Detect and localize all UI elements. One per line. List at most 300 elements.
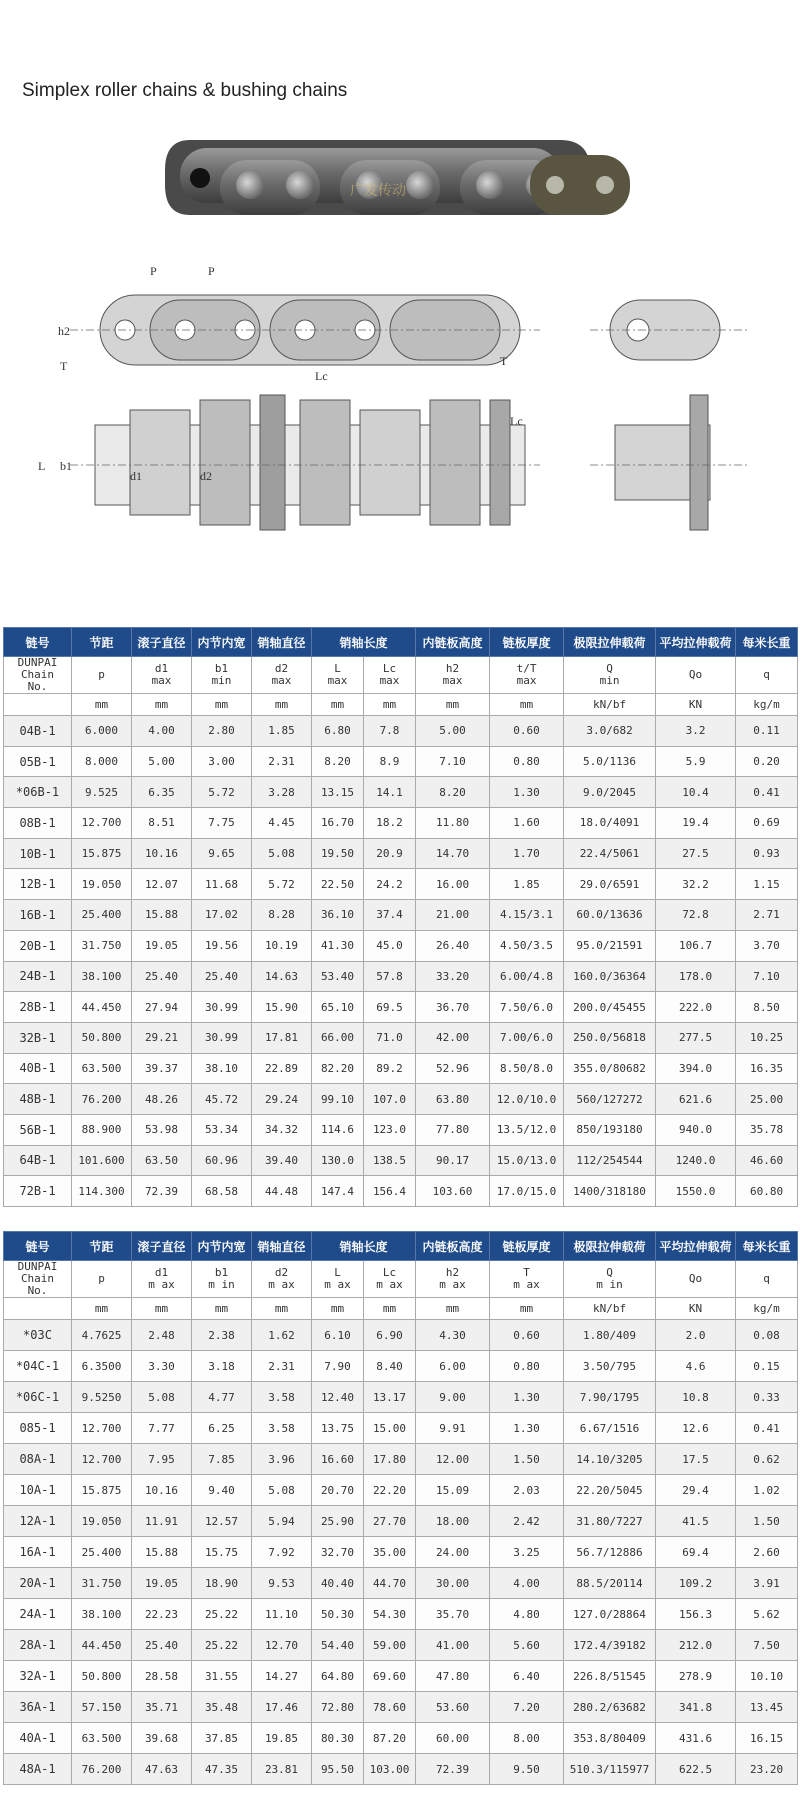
- table-cell: 1.30: [490, 1413, 564, 1444]
- table-cell: 14.27: [252, 1661, 312, 1692]
- chain-number-cell: 20B-1: [4, 930, 72, 961]
- table-cell: 3.18: [192, 1351, 252, 1382]
- table-cell: 25.22: [192, 1599, 252, 1630]
- table-cell: 15.75: [192, 1537, 252, 1568]
- table-cell: 14.63: [252, 961, 312, 992]
- chain-photo: [160, 130, 640, 230]
- column-header-symbol: T m ax: [490, 1261, 564, 1298]
- table-cell: 40.40: [312, 1568, 364, 1599]
- table-cell: 47.35: [192, 1754, 252, 1785]
- column-header-symbol: h2 max: [416, 657, 490, 694]
- table-cell: 18.00: [416, 1506, 490, 1537]
- table-cell: 226.8/51545: [564, 1661, 656, 1692]
- column-header-unit: mm: [192, 694, 252, 716]
- column-header-cn: 节距: [72, 1232, 132, 1261]
- column-header-cn: 销轴直径: [252, 628, 312, 657]
- table-cell: 103.00: [364, 1754, 416, 1785]
- column-header-unit: mm: [312, 694, 364, 716]
- table-cell: 45.0: [364, 930, 416, 961]
- chain-number-cell: *06C-1: [4, 1382, 72, 1413]
- table-cell: 16.60: [312, 1444, 364, 1475]
- table-cell: 95.50: [312, 1754, 364, 1785]
- table-cell: 44.450: [72, 992, 132, 1023]
- chain-number-cell: 04B-1: [4, 716, 72, 747]
- table-cell: 160.0/36364: [564, 961, 656, 992]
- table-row: [4, 930, 798, 961]
- table-cell: 29.4: [656, 1475, 736, 1506]
- table-cell: 12.40: [312, 1382, 364, 1413]
- table-cell: 3.0/682: [564, 716, 656, 747]
- table-cell: 6.10: [312, 1320, 364, 1351]
- table-cell: 8.40: [364, 1351, 416, 1382]
- table-row: [4, 1506, 798, 1537]
- table-cell: 18.2: [364, 808, 416, 839]
- table-cell: 15.90: [252, 992, 312, 1023]
- table-cell: 3.28: [252, 777, 312, 808]
- dim-label-d1: d1: [130, 469, 142, 483]
- table-row: [4, 1351, 798, 1382]
- table-cell: 9.40: [192, 1475, 252, 1506]
- table-cell: 0.33: [736, 1382, 798, 1413]
- table-cell: 127.0/28864: [564, 1599, 656, 1630]
- table-cell: 27.5: [656, 838, 736, 869]
- table-cell: 10.10: [736, 1661, 798, 1692]
- table-cell: 15.0/13.0: [490, 1145, 564, 1176]
- column-header-cn: 内链板高度: [416, 628, 490, 657]
- table-cell: 8.00: [490, 1723, 564, 1754]
- table-cell: 109.2: [656, 1568, 736, 1599]
- column-header-symbol: Q m in: [564, 1261, 656, 1298]
- table-cell: 31.80/7227: [564, 1506, 656, 1537]
- table-cell: 17.81: [252, 1022, 312, 1053]
- dim-label-T: T: [60, 359, 68, 373]
- dim-label-p: P: [208, 264, 215, 278]
- table-row: [4, 992, 798, 1023]
- table-cell: 31.55: [192, 1661, 252, 1692]
- table-cell: 6.25: [192, 1413, 252, 1444]
- table-cell: 22.50: [312, 869, 364, 900]
- column-header-unit: mm: [132, 694, 192, 716]
- chain-number-cell: 24B-1: [4, 961, 72, 992]
- dim-label-b1: b1: [60, 459, 72, 473]
- chain-number-cell: 56B-1: [4, 1114, 72, 1145]
- table-cell: 156.4: [364, 1176, 416, 1207]
- table-cell: 28.58: [132, 1661, 192, 1692]
- table-cell: 34.32: [252, 1114, 312, 1145]
- table-cell: 7.90/1795: [564, 1382, 656, 1413]
- table-cell: 4.7625: [72, 1320, 132, 1351]
- column-header-cn: 每米长重: [736, 628, 798, 657]
- table-cell: 21.00: [416, 900, 490, 931]
- table-cell: 4.50/3.5: [490, 930, 564, 961]
- table-cell: 123.0: [364, 1114, 416, 1145]
- column-header-cn: 链板厚度: [490, 1232, 564, 1261]
- dim-label-h2: h2: [58, 324, 70, 338]
- column-header-cn: 极限拉伸载荷: [564, 628, 656, 657]
- table-cell: 940.0: [656, 1114, 736, 1145]
- table-cell: 41.30: [312, 930, 364, 961]
- dim-label-L: L: [38, 459, 46, 473]
- chain-number-cell: 12B-1: [4, 869, 72, 900]
- table-row: [4, 900, 798, 931]
- table-cell: 54.40: [312, 1630, 364, 1661]
- column-header-unit: mm: [364, 694, 416, 716]
- column-header-unit: mm: [490, 1298, 564, 1320]
- column-header-unit: kg/m: [736, 1298, 798, 1320]
- table-cell: 7.92: [252, 1537, 312, 1568]
- table-row: [4, 869, 798, 900]
- table-cell: 7.8: [364, 716, 416, 747]
- table-row: [4, 1320, 798, 1351]
- table-cell: 53.34: [192, 1114, 252, 1145]
- table-cell: 25.400: [72, 900, 132, 931]
- table-cell: 41.00: [416, 1630, 490, 1661]
- chain-number-cell: *03C: [4, 1320, 72, 1351]
- table-cell: 22.4/5061: [564, 838, 656, 869]
- table-cell: 22.89: [252, 1053, 312, 1084]
- table-cell: 9.5250: [72, 1382, 132, 1413]
- chain-number-cell: 32A-1: [4, 1661, 72, 1692]
- chain-number-cell: 08A-1: [4, 1444, 72, 1475]
- table-cell: 9.0/2045: [564, 777, 656, 808]
- table-cell: 355.0/80682: [564, 1053, 656, 1084]
- table-cell: 89.2: [364, 1053, 416, 1084]
- table-cell: 6.00/4.8: [490, 961, 564, 992]
- column-header-cn: 销轴长度: [312, 628, 416, 657]
- table-row: [4, 1444, 798, 1475]
- column-header-unit: [4, 1298, 72, 1320]
- column-header-unit: mm: [490, 694, 564, 716]
- table-cell: 114.300: [72, 1176, 132, 1207]
- table-cell: 1.85: [252, 716, 312, 747]
- table-cell: 7.85: [192, 1444, 252, 1475]
- table-cell: 6.80: [312, 716, 364, 747]
- table-cell: 13.17: [364, 1382, 416, 1413]
- table-cell: 38.100: [72, 961, 132, 992]
- table-row: [4, 1022, 798, 1053]
- table-cell: 11.10: [252, 1599, 312, 1630]
- table-cell: 63.500: [72, 1723, 132, 1754]
- table-cell: 69.4: [656, 1537, 736, 1568]
- table-cell: 1.50: [736, 1506, 798, 1537]
- header-row-cn: [4, 628, 798, 657]
- table-cell: 7.00/6.0: [490, 1022, 564, 1053]
- table-cell: 9.00: [416, 1382, 490, 1413]
- table-cell: 12.700: [72, 1444, 132, 1475]
- table-cell: 394.0: [656, 1053, 736, 1084]
- table-cell: 0.69: [736, 808, 798, 839]
- chain-number-cell: 24A-1: [4, 1599, 72, 1630]
- table-row: [4, 1692, 798, 1723]
- table-cell: 2.71: [736, 900, 798, 931]
- chain-number-cell: 10B-1: [4, 838, 72, 869]
- table-cell: 31.750: [72, 1568, 132, 1599]
- table-cell: 13.5/12.0: [490, 1114, 564, 1145]
- table-cell: 4.30: [416, 1320, 490, 1351]
- column-header-unit: kg/m: [736, 694, 798, 716]
- column-header-unit: mm: [252, 694, 312, 716]
- table-cell: 25.400: [72, 1537, 132, 1568]
- table-cell: 32.2: [656, 869, 736, 900]
- table-cell: 48.26: [132, 1084, 192, 1115]
- column-header-symbol: Lc max: [364, 657, 416, 694]
- table-cell: 10.16: [132, 838, 192, 869]
- table-cell: 3.50/795: [564, 1351, 656, 1382]
- table-cell: 12.57: [192, 1506, 252, 1537]
- table-cell: 44.450: [72, 1630, 132, 1661]
- chain-number-cell: *06B-1: [4, 777, 72, 808]
- table-cell: 19.56: [192, 930, 252, 961]
- table-cell: 4.45: [252, 808, 312, 839]
- table-row: [4, 1413, 798, 1444]
- table-cell: 10.19: [252, 930, 312, 961]
- table-cell: 35.71: [132, 1692, 192, 1723]
- table-cell: 1.15: [736, 869, 798, 900]
- chain-number-cell: 20A-1: [4, 1568, 72, 1599]
- chain-number-cell: 36A-1: [4, 1692, 72, 1723]
- column-header-unit: mm: [72, 694, 132, 716]
- table-cell: 46.60: [736, 1145, 798, 1176]
- table-cell: 1.50: [490, 1444, 564, 1475]
- watermark: 广发传动: [350, 183, 406, 199]
- chain-number-cell: 05B-1: [4, 746, 72, 777]
- table-cell: 5.72: [192, 777, 252, 808]
- column-header-unit: kN/bf: [564, 694, 656, 716]
- table-cell: 95.0/21591: [564, 930, 656, 961]
- table-cell: 7.90: [312, 1351, 364, 1382]
- table-cell: 19.05: [132, 930, 192, 961]
- table-cell: 63.50: [132, 1145, 192, 1176]
- header-row-units: [4, 694, 798, 716]
- table-cell: 54.30: [364, 1599, 416, 1630]
- table-cell: 99.10: [312, 1084, 364, 1115]
- table-cell: 29.24: [252, 1084, 312, 1115]
- column-header-symbol: Qo: [656, 657, 736, 694]
- table-cell: 2.48: [132, 1320, 192, 1351]
- table-cell: 60.96: [192, 1145, 252, 1176]
- table-row: [4, 1599, 798, 1630]
- table-cell: 112/254544: [564, 1145, 656, 1176]
- table-cell: 44.48: [252, 1176, 312, 1207]
- table-cell: 22.23: [132, 1599, 192, 1630]
- table-cell: 38.10: [192, 1053, 252, 1084]
- table-cell: 4.6: [656, 1351, 736, 1382]
- table-cell: 0.80: [490, 1351, 564, 1382]
- table-cell: 2.60: [736, 1537, 798, 1568]
- column-header-unit: mm: [132, 1298, 192, 1320]
- table-cell: 50.30: [312, 1599, 364, 1630]
- table-cell: 212.0: [656, 1630, 736, 1661]
- table-cell: 5.00: [416, 716, 490, 747]
- table-cell: 80.30: [312, 1723, 364, 1754]
- table-cell: 57.8: [364, 961, 416, 992]
- table-cell: 8.20: [312, 746, 364, 777]
- table-cell: 3.70: [736, 930, 798, 961]
- table-cell: 5.62: [736, 1599, 798, 1630]
- table-cell: 5.00: [132, 746, 192, 777]
- table-cell: 6.40: [490, 1661, 564, 1692]
- table-cell: 15.875: [72, 838, 132, 869]
- column-header-unit: mm: [416, 1298, 490, 1320]
- table-cell: 4.15/3.1: [490, 900, 564, 931]
- table-row: [4, 838, 798, 869]
- column-header-unit: mm: [72, 1298, 132, 1320]
- table-cell: 9.53: [252, 1568, 312, 1599]
- column-header-symbol: L max: [312, 657, 364, 694]
- table-cell: 9.91: [416, 1413, 490, 1444]
- table-row: [4, 1084, 798, 1115]
- table-cell: 16.70: [312, 808, 364, 839]
- table-cell: 10.25: [736, 1022, 798, 1053]
- column-header-symbol: t/T max: [490, 657, 564, 694]
- table-cell: 25.40: [192, 961, 252, 992]
- column-header-symbol: q: [736, 1261, 798, 1298]
- table-cell: 36.10: [312, 900, 364, 931]
- table-cell: 22.20: [364, 1475, 416, 1506]
- table-cell: 7.77: [132, 1413, 192, 1444]
- header-row-symbols: [4, 657, 798, 694]
- table-cell: 25.90: [312, 1506, 364, 1537]
- table-row: [4, 1568, 798, 1599]
- table-cell: 15.88: [132, 900, 192, 931]
- table-cell: 5.72: [252, 869, 312, 900]
- column-header-symbol: Lc m ax: [364, 1261, 416, 1298]
- table-cell: 5.08: [252, 838, 312, 869]
- column-header-cn: 节距: [72, 628, 132, 657]
- table-cell: 45.72: [192, 1084, 252, 1115]
- table-cell: 30.99: [192, 992, 252, 1023]
- table-cell: 10.8: [656, 1382, 736, 1413]
- header-row-symbols: [4, 1261, 798, 1298]
- table-cell: 7.50/6.0: [490, 992, 564, 1023]
- table-cell: 3.91: [736, 1568, 798, 1599]
- table-cell: 18.0/4091: [564, 808, 656, 839]
- table-cell: 0.08: [736, 1320, 798, 1351]
- table-cell: 88.900: [72, 1114, 132, 1145]
- table-cell: 38.100: [72, 1599, 132, 1630]
- column-header-cn: 链号: [4, 628, 72, 657]
- dim-label-T: T: [500, 354, 508, 368]
- column-header-unit: mm: [192, 1298, 252, 1320]
- table-cell: 7.10: [736, 961, 798, 992]
- dim-label-p: P: [150, 264, 157, 278]
- table-cell: 15.09: [416, 1475, 490, 1506]
- table-cell: 72.8: [656, 900, 736, 931]
- table-cell: 5.08: [252, 1475, 312, 1506]
- table-cell: 1.30: [490, 777, 564, 808]
- column-header-cn: 极限拉伸载荷: [564, 1232, 656, 1261]
- table-cell: 11.91: [132, 1506, 192, 1537]
- table-cell: 37.85: [192, 1723, 252, 1754]
- table-cell: 3.30: [132, 1351, 192, 1382]
- column-header-cn: 滚子直径: [132, 628, 192, 657]
- table-cell: 8.20: [416, 777, 490, 808]
- table-cell: 147.4: [312, 1176, 364, 1207]
- table-cell: 53.60: [416, 1692, 490, 1723]
- table-cell: 8.000: [72, 746, 132, 777]
- table-cell: 15.88: [132, 1537, 192, 1568]
- column-header-cn: 销轴长度: [312, 1232, 416, 1261]
- table-cell: 13.75: [312, 1413, 364, 1444]
- table-cell: 156.3: [656, 1599, 736, 1630]
- column-header-cn: 销轴直径: [252, 1232, 312, 1261]
- table-cell: 2.03: [490, 1475, 564, 1506]
- table-cell: 64.80: [312, 1661, 364, 1692]
- table-cell: 11.80: [416, 808, 490, 839]
- table-cell: 82.20: [312, 1053, 364, 1084]
- table-cell: 2.0: [656, 1320, 736, 1351]
- table-cell: 10.4: [656, 777, 736, 808]
- table-cell: 35.00: [364, 1537, 416, 1568]
- table-cell: 510.3/115977: [564, 1754, 656, 1785]
- table-cell: 3.96: [252, 1444, 312, 1475]
- table-row: [4, 1754, 798, 1785]
- table-cell: 1550.0: [656, 1176, 736, 1207]
- table-cell: 7.75: [192, 808, 252, 839]
- table-cell: 63.500: [72, 1053, 132, 1084]
- table-cell: 35.78: [736, 1114, 798, 1145]
- table-row: [4, 1145, 798, 1176]
- table-cell: 10.16: [132, 1475, 192, 1506]
- table-cell: 72.39: [132, 1176, 192, 1207]
- table-cell: 5.60: [490, 1630, 564, 1661]
- table-cell: 8.50/8.0: [490, 1053, 564, 1084]
- table-cell: 47.63: [132, 1754, 192, 1785]
- chain-number-cell: 16B-1: [4, 900, 72, 931]
- table-cell: 0.80: [490, 746, 564, 777]
- table-cell: 19.50: [312, 838, 364, 869]
- table-cell: 87.20: [364, 1723, 416, 1754]
- table-cell: 4.00: [490, 1568, 564, 1599]
- table-row: [4, 1053, 798, 1084]
- table-cell: 353.8/80409: [564, 1723, 656, 1754]
- table-cell: 278.9: [656, 1661, 736, 1692]
- table-cell: 3.00: [192, 746, 252, 777]
- column-header-symbol: DUNPAI Chain No.: [4, 657, 72, 694]
- table-row: [4, 777, 798, 808]
- table-cell: 6.000: [72, 716, 132, 747]
- table-cell: 0.15: [736, 1351, 798, 1382]
- table-cell: 17.5: [656, 1444, 736, 1475]
- table-cell: 4.00: [132, 716, 192, 747]
- table-cell: 69.5: [364, 992, 416, 1023]
- table-cell: 1.70: [490, 838, 564, 869]
- table-cell: 107.0: [364, 1084, 416, 1115]
- table-cell: 16.15: [736, 1723, 798, 1754]
- table-cell: 20.70: [312, 1475, 364, 1506]
- table-cell: 31.750: [72, 930, 132, 961]
- table-cell: 23.20: [736, 1754, 798, 1785]
- column-header-symbol: q: [736, 657, 798, 694]
- table-cell: 42.00: [416, 1022, 490, 1053]
- table-cell: 1400/318180: [564, 1176, 656, 1207]
- table-row: [4, 1661, 798, 1692]
- table-cell: 19.85: [252, 1723, 312, 1754]
- column-header-symbol: Qo: [656, 1261, 736, 1298]
- column-header-unit: [4, 694, 72, 716]
- table-cell: 52.96: [416, 1053, 490, 1084]
- dim-label-Lc: Lc: [510, 414, 523, 428]
- table-cell: 3.58: [252, 1382, 312, 1413]
- table-cell: 0.11: [736, 716, 798, 747]
- column-header-cn: 平均拉伸载荷: [656, 628, 736, 657]
- dim-label-Lc: Lc: [315, 369, 328, 383]
- chain-number-cell: 40B-1: [4, 1053, 72, 1084]
- chain-number-cell: 28B-1: [4, 992, 72, 1023]
- table-cell: 2.38: [192, 1320, 252, 1351]
- table-cell: 1.02: [736, 1475, 798, 1506]
- table-cell: 14.1: [364, 777, 416, 808]
